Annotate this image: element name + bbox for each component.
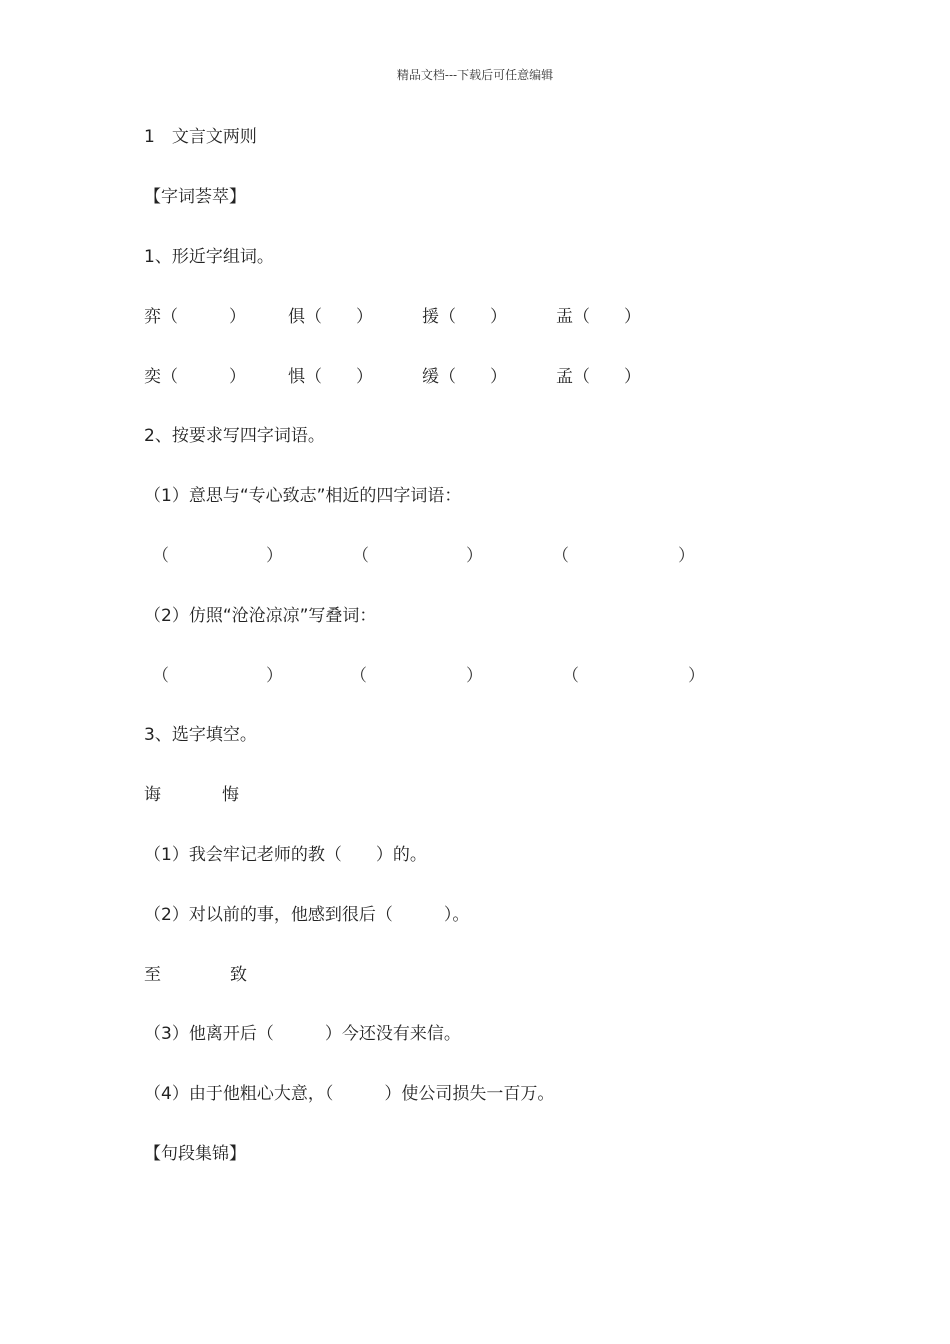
question-3-title: 3、选字填空。 [144,725,257,745]
fill-sentence-3: （3）他离开后（ ）今还没有来信。 [144,1024,461,1044]
section-heading-vocabulary: 【字词荟萃】 [144,187,246,207]
blank-bracket-close: ） [266,546,283,566]
lesson-title: 1 文言文两则 [144,127,257,147]
word-item: 缓（ ） [422,367,507,387]
blank-bracket-close: ） [678,546,695,566]
character-option: 诲 [144,785,161,805]
blank-bracket-close: ） [466,666,483,686]
blank-bracket-open: （ [352,546,369,566]
character-option: 悔 [222,785,239,805]
word-item: 惧（ ） [288,367,373,387]
question-2-sub-1: （1）意思与“专心致志”相近的四字词语： [144,486,462,506]
blank-bracket-open: （ [350,666,367,686]
blank-bracket-open: （ [152,546,169,566]
blank-bracket-open: （ [562,666,579,686]
question-2-sub-2: （2）仿照“沧沧凉凉”写叠词： [144,606,377,626]
blank-bracket-close: ） [466,546,483,566]
fill-sentence-1: （1）我会牢记老师的教（ ）的。 [144,845,427,865]
word-item: 孟（ ） [556,367,641,387]
fill-sentence-4: （4）由于他粗心大意，（ ）使公司损失一百万。 [144,1084,555,1104]
word-item: 奕（ ） [144,367,246,387]
word-item: 援（ ） [422,307,507,327]
fill-sentence-2: （2）对以前的事，他感到很后（ ）。 [144,905,470,925]
character-option: 致 [230,965,247,985]
blank-bracket-open: （ [152,666,169,686]
section-heading-passages: 【句段集锦】 [144,1144,246,1164]
blank-bracket-close: ） [688,666,705,686]
word-item: 俱（ ） [288,307,373,327]
blank-bracket-close: ） [266,666,283,686]
character-option: 至 [144,965,161,985]
question-2-title: 2、按要求写四字词语。 [144,426,325,446]
word-item: 盂（ ） [556,307,641,327]
word-item: 弈（ ） [144,307,246,327]
blank-bracket-open: （ [552,546,569,566]
question-1-title: 1、形近字组词。 [144,247,274,267]
page-header: 精品文档---下载后可任意编辑 [396,68,554,82]
